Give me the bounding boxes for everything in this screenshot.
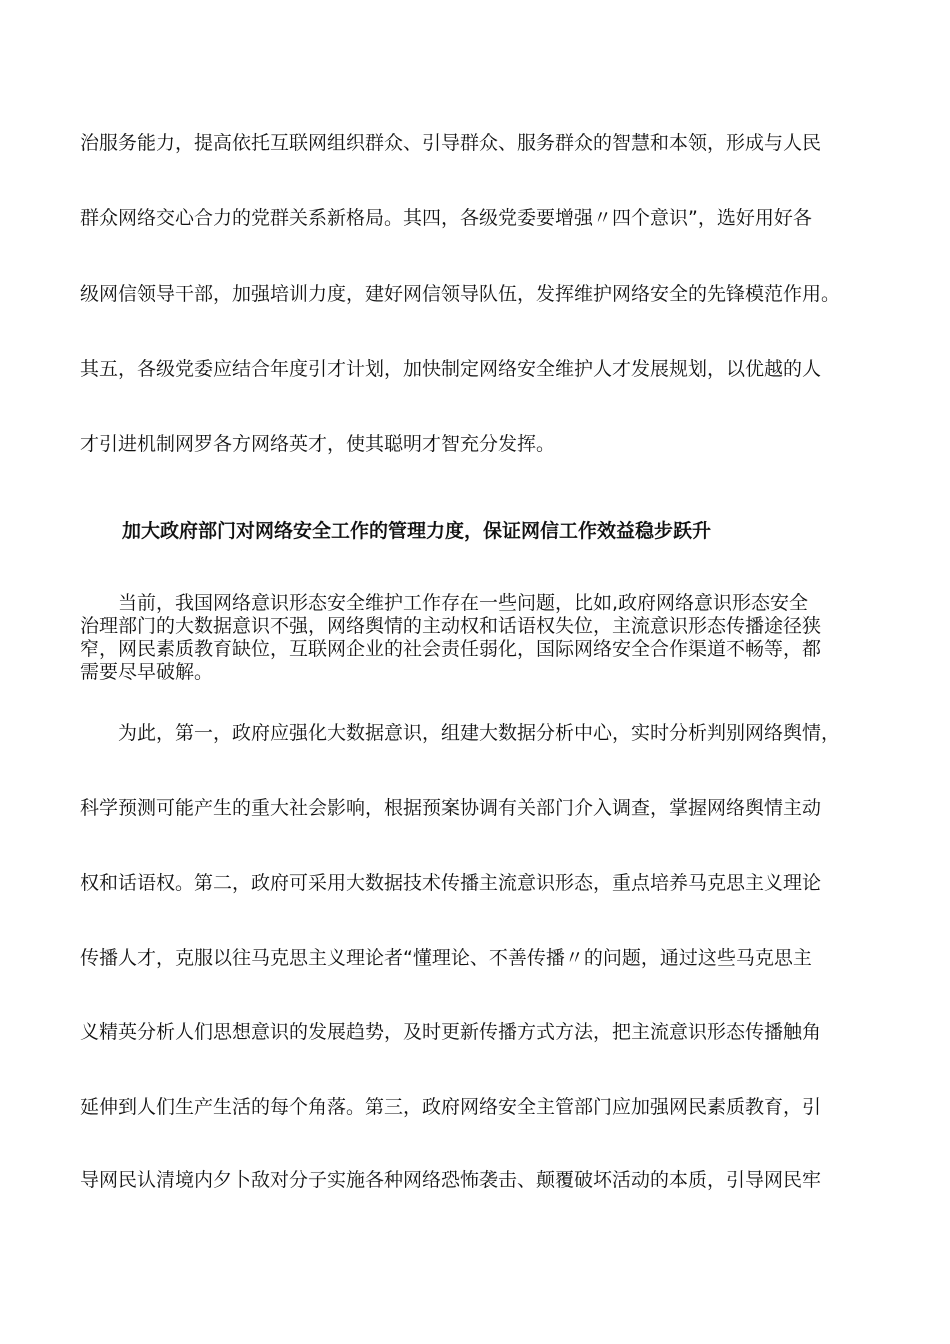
text-line: 义精英分析人们思想意识的发展趋势，及时更新传播方式方法，把主流意识形态传播触角 (80, 1021, 822, 1043)
problem-paragraph (80, 592, 880, 684)
text-line: 导网民认清境内夕卜敌对分子实施各种网络恐怖袭击、颠覆破坏活动的本质，引导网民牢 (80, 1169, 822, 1191)
text-line: 科学预测可能产生的重大社会影响，根据预案协调有关部门介入调查，掌握网络舆情主动 (80, 797, 822, 819)
text-line: 其五，各级党委应结合年度引才计划，加快制定网络安全维护人才发展规划，以优越的人 (80, 358, 822, 380)
text-line: 当前，我国网络意识形态安全维护工作存在一些问题，比如,政府网络意识形态安全 (80, 592, 809, 614)
text-line: 传播人才，克服以往马克思主义理论者“懂理论、不善传播〃的问题，通过这些马克思主 (80, 947, 812, 969)
text-line: 权和话语权。第二，政府可采用大数据技术传播主流意识形态，重点培养马克思主义理论 (80, 872, 822, 894)
text-line: 群众网络交心合力的党群关系新格局。其四，各级党委要增强〃四个意识”，选好用好各 (80, 207, 812, 229)
text-line: 治服务能力，提高依托互联网组织群众、引导群众、服务群众的智慧和本领，形成与人民 (80, 132, 822, 154)
text-line: 窄，网民素质教育缺位，互联网企业的社会责任弱化，国际网络安全合作渠道不畅等，都 (80, 638, 822, 660)
text-line: 需要尽早破解。 (80, 661, 214, 683)
text-line: 为此，第一，政府应强化大数据意识，组建大数据分析中心，实时分析判别网络舆情， (80, 722, 841, 744)
section-heading: 加大政府部门对网络安全工作的管理力度，保证网信工作效益稳步跃升 (122, 520, 712, 542)
text-line: 治理部门的大数据意识不强，网络舆情的主动权和话语权失位，主流意识形态传播途径狭 (80, 615, 822, 637)
text-line: 才引进机制网罗各方网络英才，使其聪明才智充分发挥。 (80, 433, 556, 455)
text-line: 级网信领导干部，加强培训力度，建好网信领导队伍，发挥维护网络安全的先锋模范作用。 (80, 283, 841, 305)
text-line: 延伸到人们生产生活的每个角落。第三，政府网络安全主管部门应加强网民素质教育，引 (80, 1096, 822, 1118)
